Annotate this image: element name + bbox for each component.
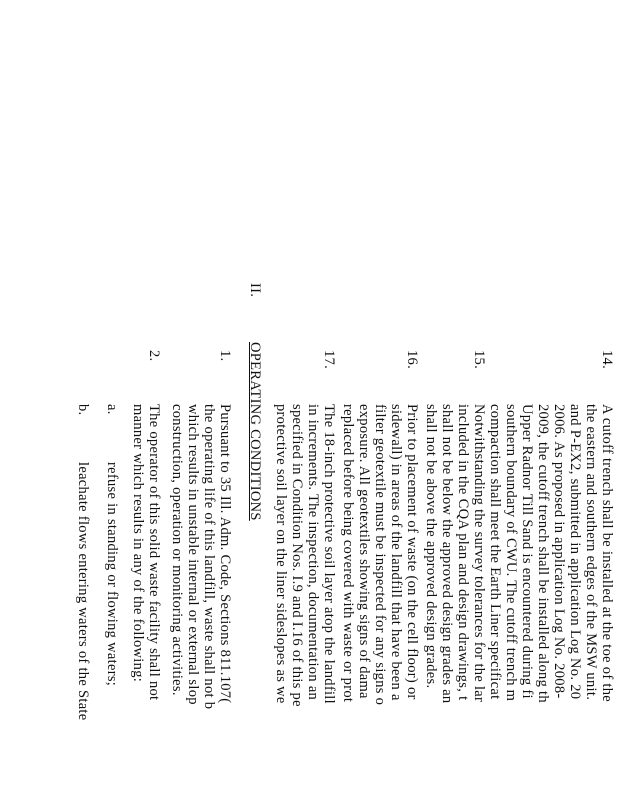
text-line: southern boundary of CWU. The cutoff trench m [503, 404, 519, 702]
text-line: Notwithstanding the survey tolerances for the lar [471, 404, 487, 703]
condition-16-number: 16. [404, 350, 420, 370]
condition-15-number: 15. [471, 350, 487, 370]
operating-condition-1-text [168, 404, 232, 709]
text-line: exposure. All geotextiles showing signs of dama [356, 404, 372, 699]
text-line: The operator of this solid waste facility shall not [146, 404, 162, 701]
section-heading: OPERATING CONDITIONS [247, 342, 263, 521]
text-line: the operating life of this landfill, waste shall not b [201, 404, 217, 710]
operating-condition-1-number: 1. [217, 350, 233, 362]
text-line: compaction shall meet the Earth Liner specificat [487, 404, 503, 700]
section-number: II. [247, 283, 263, 298]
text-line: protective soil layer on the liner sideslopes as we [273, 404, 289, 704]
operating-condition-2-number: 2. [146, 350, 162, 362]
text-line: which results in unstable internal or external slop [185, 404, 201, 705]
text-line: Upper Radnor Till Sand is encountered during fi [519, 404, 535, 699]
text-line: the eastern and southern edges of the MSW unit. [583, 404, 599, 701]
text-line: replaced before being covered with waste or prot [340, 404, 356, 703]
text-line: 2009, the cutoff trench shall be installed along th [535, 404, 551, 703]
text-line: construction, operation or monitoring activities. [169, 404, 185, 696]
text-line: shall not be above the approved design grades. [423, 404, 439, 689]
condition-14-number: 14. [599, 350, 615, 370]
condition-15-text [422, 404, 486, 704]
text-line: A cutoff trench shall be installed at the toe of the [599, 404, 615, 702]
condition-16-text [339, 404, 419, 705]
subitem-b-letter: b. [75, 404, 91, 416]
condition-17-text [272, 404, 336, 707]
condition-14-text [486, 404, 614, 703]
subitem-b-text: leachate flows entering waters of the State [75, 462, 91, 721]
text-line: Pursuant to 35 Ill. Adm. Code, Sections 811.107( [217, 404, 233, 704]
text-line: Prior to placement of waste (on the cell floor) or [404, 404, 420, 700]
condition-17-number: 17. [321, 350, 337, 370]
operating-condition-2-text [129, 404, 161, 700]
text-line: shall not be below the approved design grades an [439, 404, 455, 704]
text-line: specified in Condition Nos. I.9 and I.16 of this pe [289, 404, 305, 707]
subitem-a-letter: a. [104, 404, 120, 415]
text-line: included in the CQA plan and design drawings, t [455, 404, 471, 701]
subitem-a-text: refuse in standing or flowing waters; [104, 462, 120, 687]
text-line: in increments. The inspection, documentation an [305, 404, 321, 701]
text-line: sidewall) in areas of the landfill that have been a [388, 404, 404, 701]
text-line: 2006. As proposed in application Log No. 2008- [551, 404, 567, 699]
text-line: and P-EX2, submitted in application Log No. 20 [567, 404, 583, 700]
text-line: The 18-inch protective soil layer atop the landfill [321, 404, 337, 704]
text-line: manner which results in any of the following: [130, 404, 146, 683]
text-line: filter geotextile must be inspected for any signs o [372, 404, 388, 706]
